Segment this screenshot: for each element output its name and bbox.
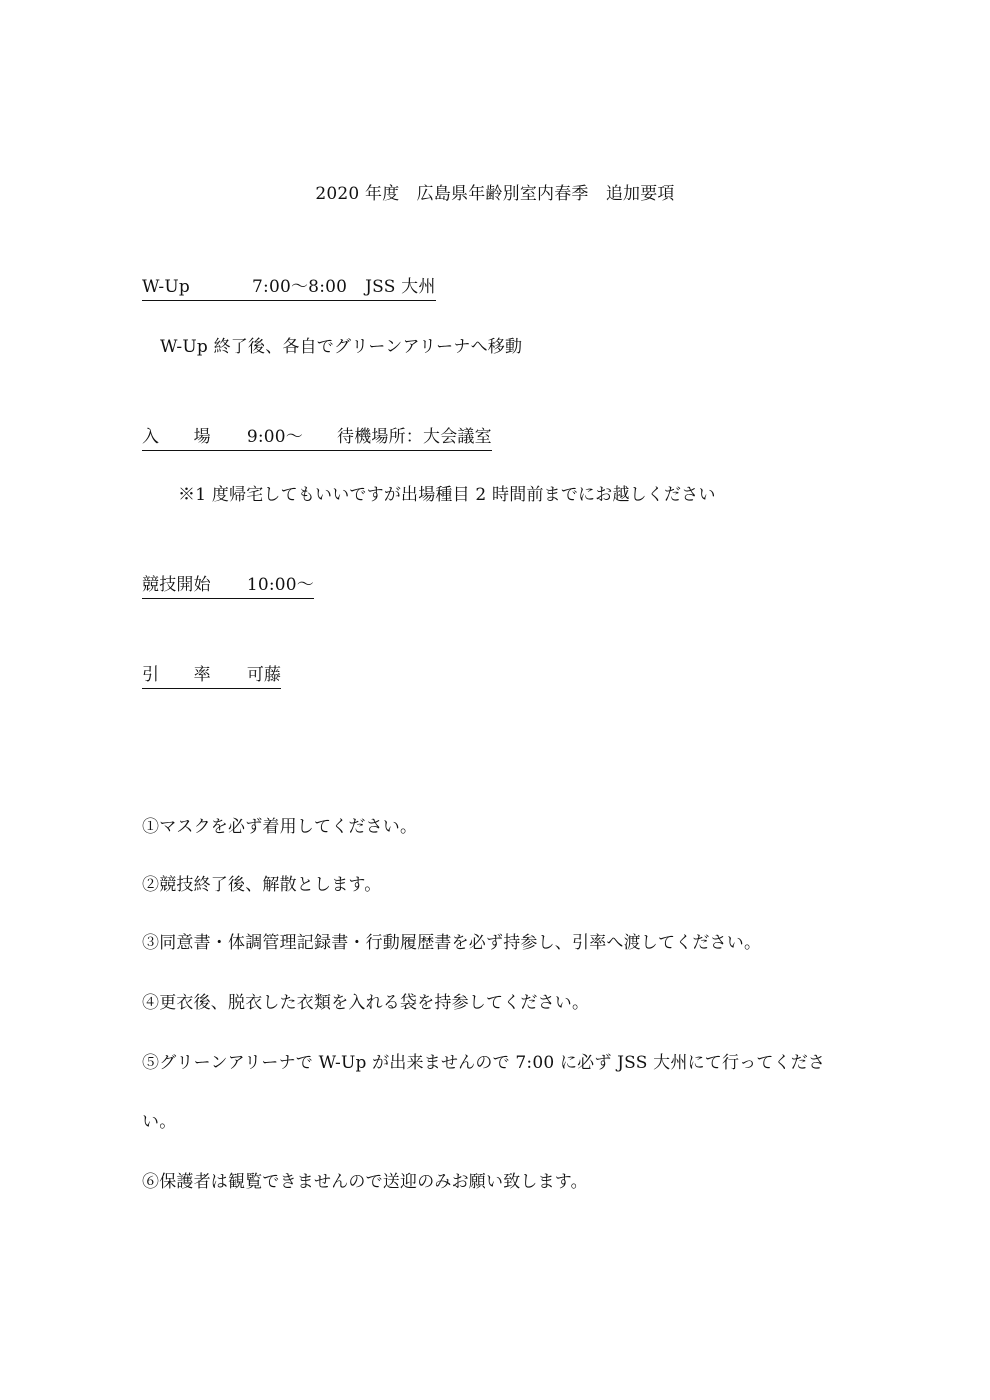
entry-time: 9:00～ bbox=[246, 427, 303, 447]
start-time: 10:00～ bbox=[246, 575, 315, 595]
entry-note: ※1 度帰宅してもいいですが出場種目 2 時間前までにお越しください bbox=[178, 485, 716, 505]
leader-label: 引 率 bbox=[142, 665, 211, 685]
notice-item: ④更衣後、脱衣した衣類を入れる袋を持参してください。 bbox=[142, 993, 590, 1013]
entry-place: 待機場所：大会議室 bbox=[337, 427, 492, 447]
leader-line bbox=[142, 664, 281, 689]
notice-item: ③同意書・体調管理記録書・行動履歴書を必ず持参し、引率へ渡してください。 bbox=[142, 933, 762, 953]
notice-item-continuation: い。 bbox=[142, 1112, 177, 1132]
notice-item: ⑥保護者は観覧できませんので送迎のみお願い致します。 bbox=[142, 1172, 588, 1192]
wup-label: W-Up bbox=[142, 277, 190, 297]
wup-place: JSS 大州 bbox=[365, 277, 436, 297]
document-title: 2020 年度 広島県年齢別室内春季 追加要項 bbox=[315, 184, 675, 204]
wup-schedule-line bbox=[142, 276, 436, 301]
wup-note: W-Up 終了後、各自でグリーンアリーナへ移動 bbox=[160, 337, 523, 357]
start-label: 競技開始 bbox=[142, 575, 211, 595]
notice-item: ⑤グリーンアリーナで W-Up が出来ませんので 7:00 に必ず JSS 大州にて行ってくださ bbox=[142, 1053, 826, 1073]
wup-time: 7:00～8:00 bbox=[252, 277, 348, 297]
start-schedule-line bbox=[142, 574, 314, 599]
entry-schedule-line bbox=[142, 426, 492, 451]
notice-item: ②競技終了後、解散とします。 bbox=[142, 875, 382, 895]
leader-name: 可藤 bbox=[246, 665, 282, 685]
entry-label: 入 場 bbox=[142, 427, 211, 447]
notice-item: ①マスクを必ず着用してください。 bbox=[142, 817, 418, 837]
